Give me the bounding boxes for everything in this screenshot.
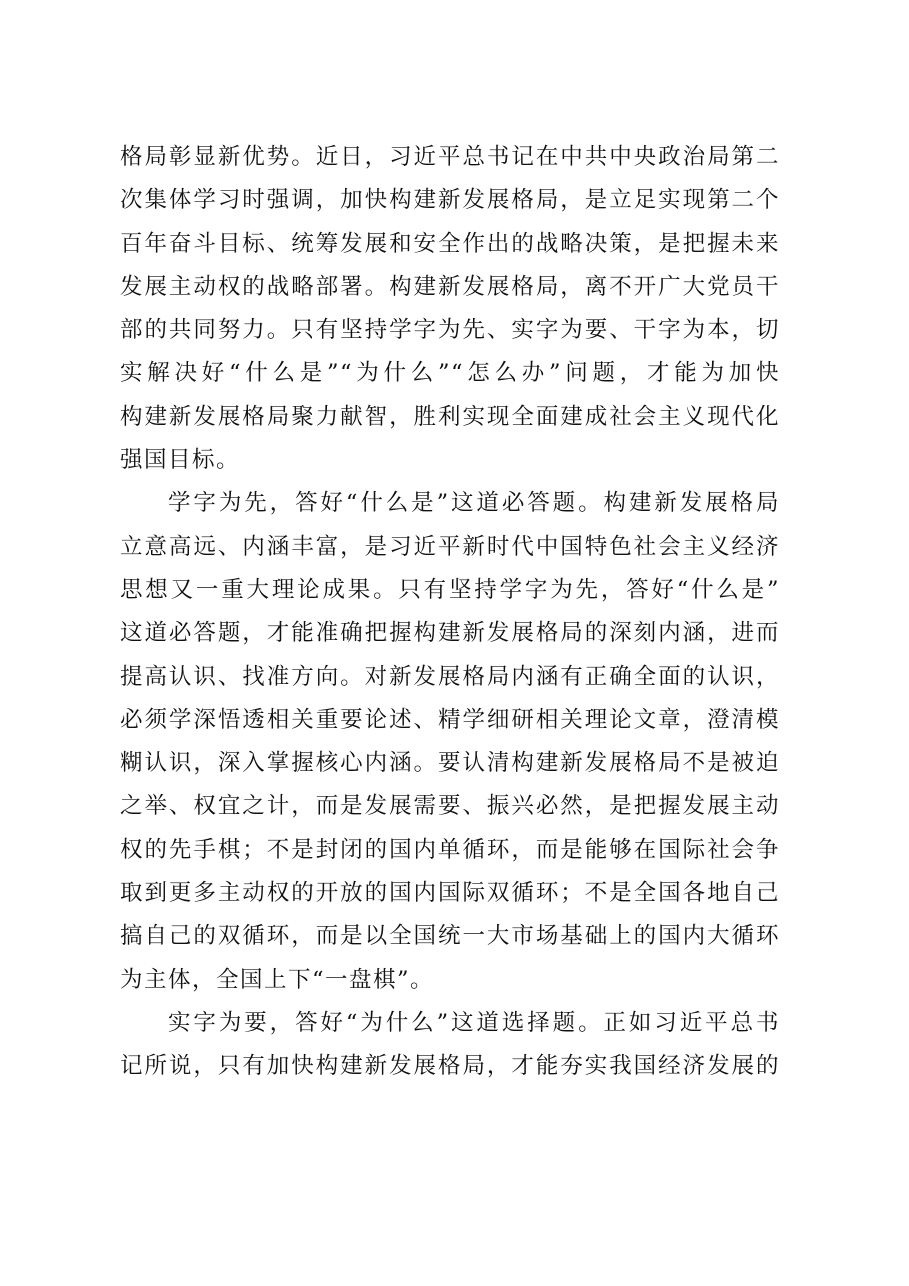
text-line: 记所说，只有加快构建新发展格局，才能夯实我国经济发展的: [120, 1053, 780, 1080]
text-line: 学字为先，答好“什么是”这道必答题。构建新发展格局: [168, 490, 780, 517]
text-line: 实解决好“什么是”“为什么”“怎么办”问题，才能为加快: [120, 360, 780, 387]
text-line: 糊认识，深入掌握核心内涵。要认清构建新发展格局不是被迫: [120, 750, 780, 777]
text-line: 部的共同努力。只有坚持学字为先、实字为要、干字为本，切: [120, 317, 780, 344]
text-line: 格局彰显新优势。近日，习近平总书记在中共中央政治局第二: [120, 144, 780, 170]
text-line: 发展主动权的战略部署。构建新发展格局，离不开广大党员干: [120, 273, 780, 300]
text-line: 百年奋斗目标、统筹发展和安全作出的战略决策，是把握未来: [120, 230, 780, 257]
text-line: 这道必答题，才能准确把握构建新发展格局的深刻内涵，进而: [120, 620, 780, 647]
text-line: 立意高远、内涵丰富，是习近平新时代中国特色社会主义经济: [120, 533, 780, 560]
text-line: 思想又一重大理论成果。只有坚持学字为先，答好“什么是”: [120, 576, 780, 603]
document-body: [120, 136, 780, 1089]
text-line: 构建新发展格局聚力献智，胜利实现全面建成社会主义现代化: [120, 403, 780, 430]
paragraph-2: [120, 482, 780, 1002]
text-line: 为主体，全国上下“一盘棋”。: [120, 966, 435, 993]
text-line: 次集体学习时强调，加快构建新发展格局，是立足实现第二个: [120, 187, 780, 214]
paragraph-3: [120, 1002, 780, 1089]
text-line: 实字为要，答好“为什么”这道选择题。正如习近平总书: [168, 1009, 780, 1036]
paragraph-1: [120, 136, 780, 482]
text-line: 权的先手棋；不是封闭的国内单循环，而是能够在国际社会争: [120, 836, 780, 863]
text-line: 必须学深悟透相关重要论述、精学细研相关理论文章，澄清模: [120, 706, 780, 733]
text-line: 之举、权宜之计，而是发展需要、振兴必然，是把握发展主动: [120, 793, 780, 820]
text-line: 搞自己的双循环，而是以全国统一大市场基础上的国内大循环: [120, 923, 780, 950]
text-line: 提高认识、找准方向。对新发展格局内涵有正确全面的认识，: [120, 663, 780, 690]
text-line: 取到更多主动权的开放的国内国际双循环；不是全国各地自己: [120, 880, 780, 907]
text-line: 强国目标。: [120, 447, 241, 474]
